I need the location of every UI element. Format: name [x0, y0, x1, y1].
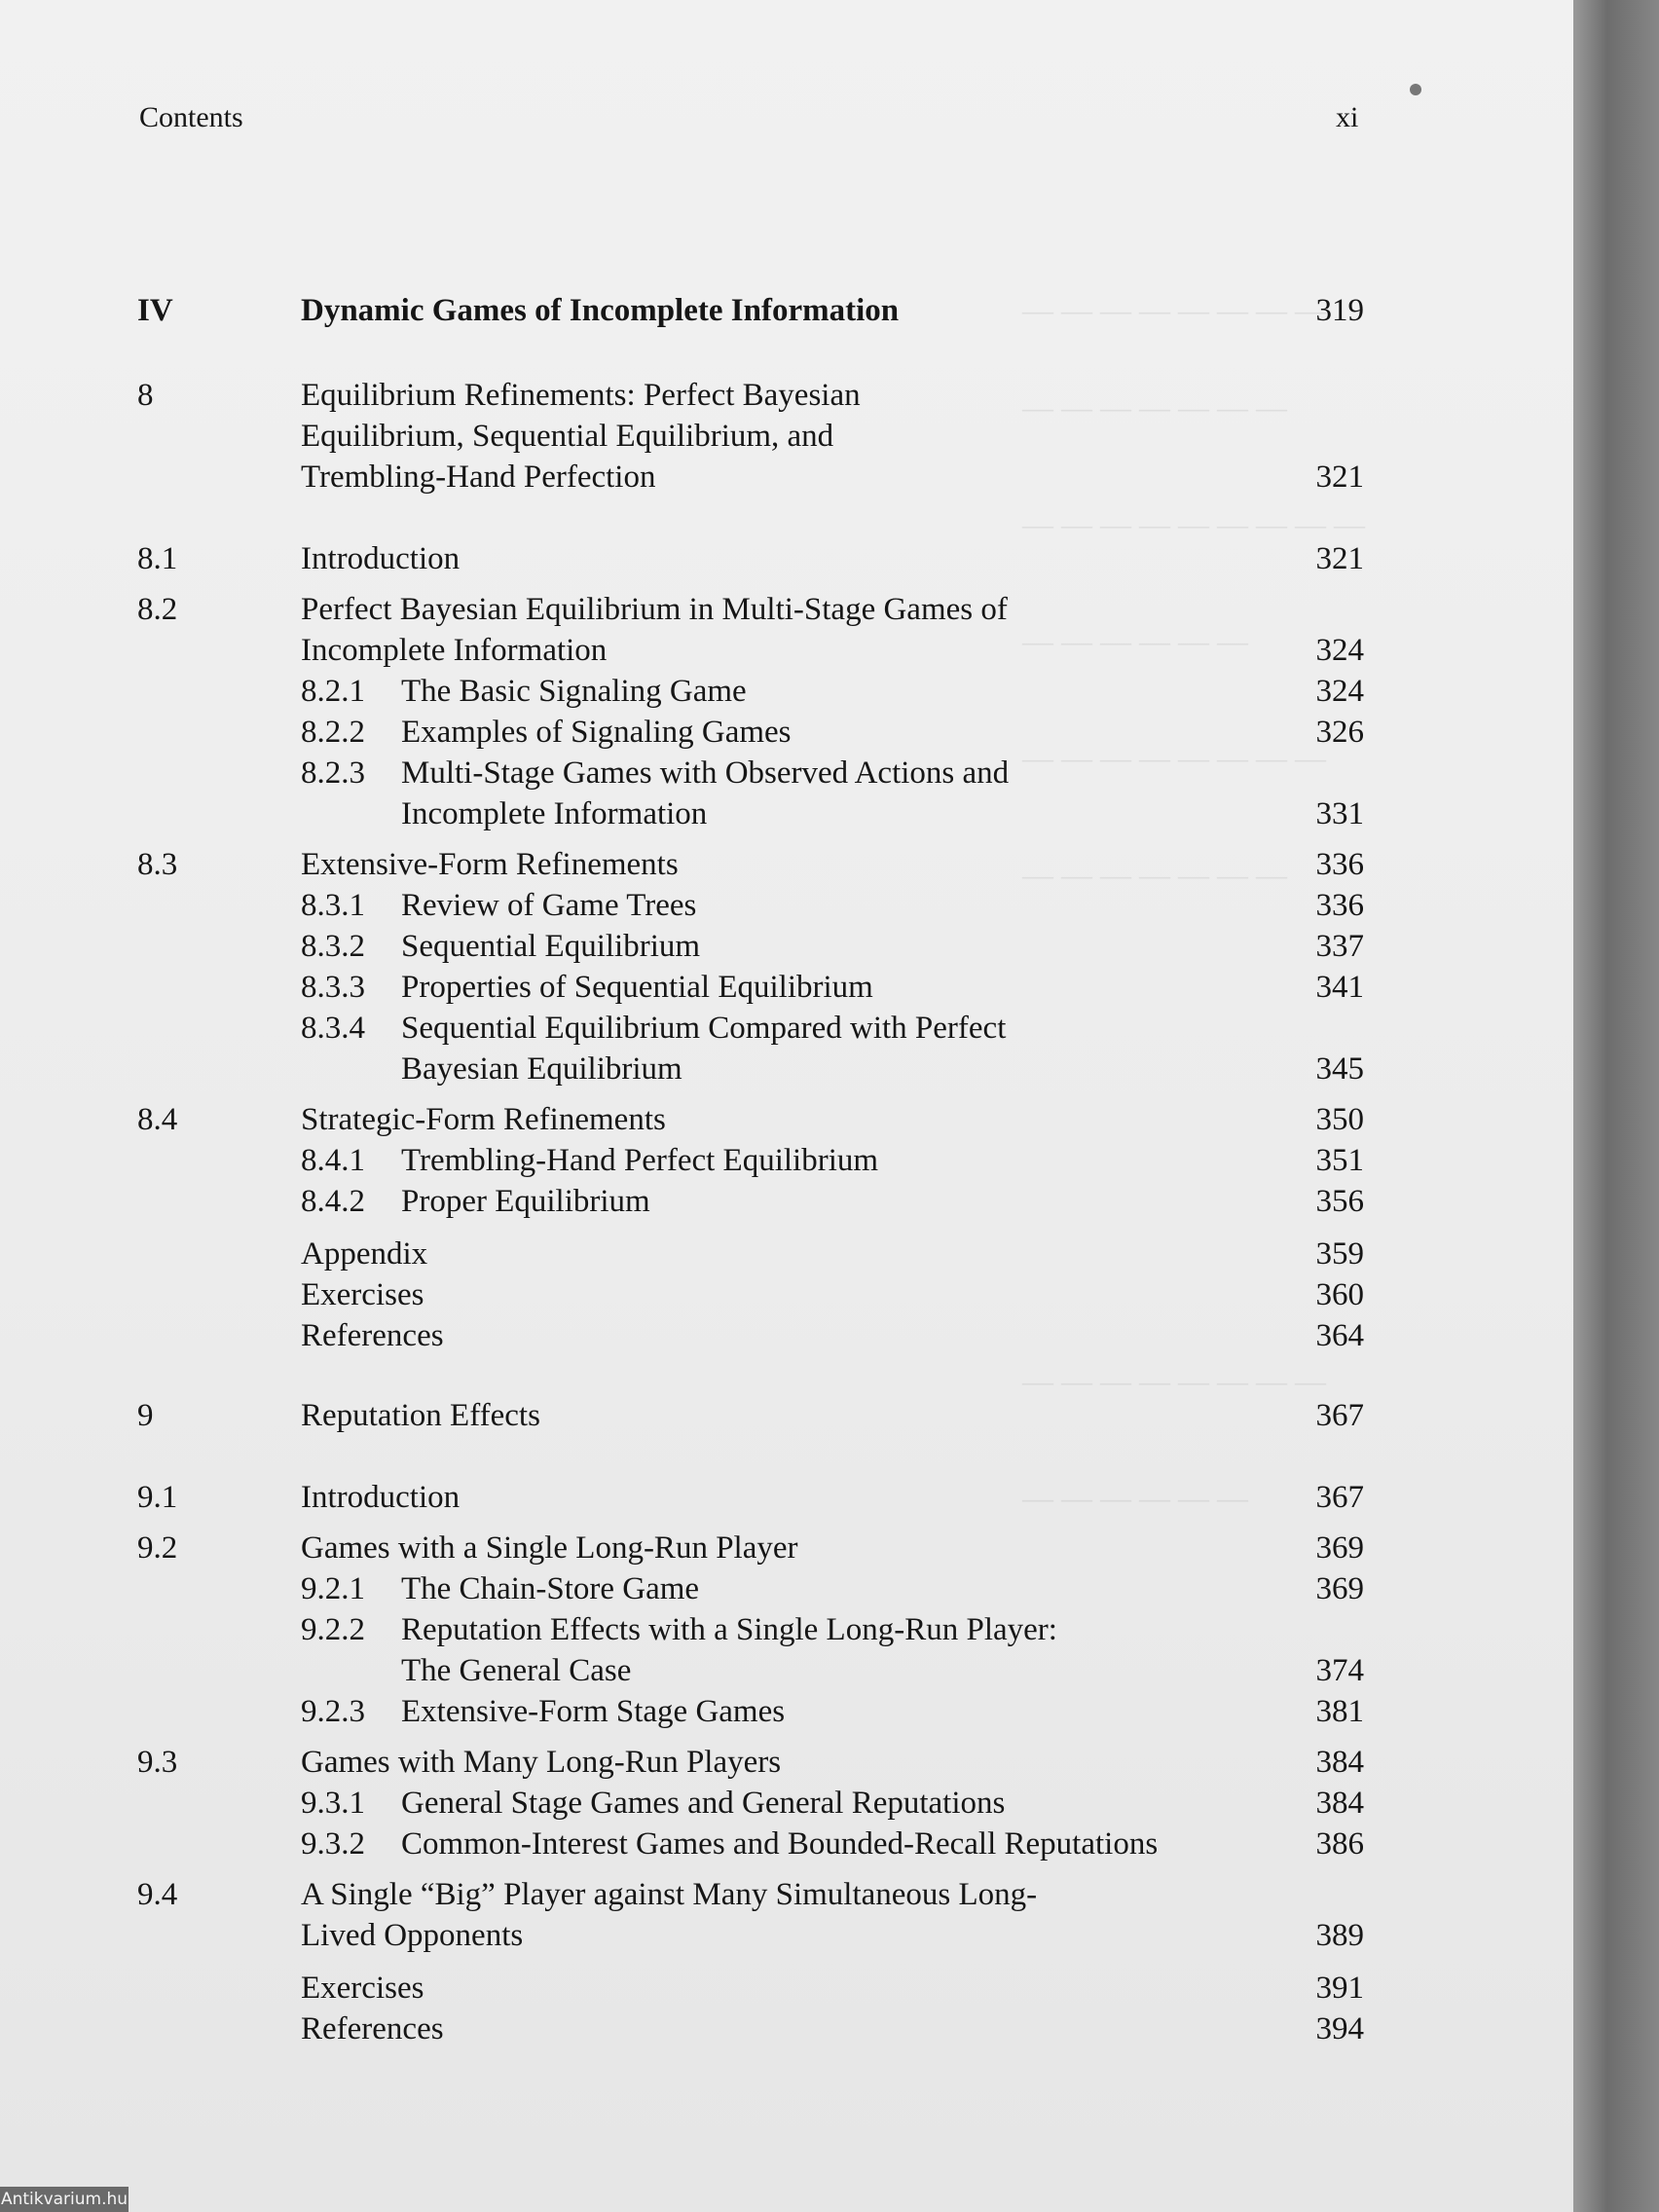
chapter-heading-page: 321: [1315, 460, 1364, 495]
subsection-entry-number: 9.2.1: [301, 1571, 365, 1606]
subsection-entry-page: 345: [1315, 1051, 1364, 1087]
subsection-entry-title: [301, 967, 873, 1008]
section-entry-number: 9.4: [137, 1877, 178, 1912]
subsection-entry-title-line: [301, 1181, 650, 1222]
page: — — — — — — — — — — — — — — — — — — — — — — — — — — — — — — — — — — — — — — — — — — — — — — — — — — — — — — — — — — — Contents xi IV Dynamic Games of Incomplete Information 319 8 Equilibrium Refinements: Perfect Bayesian Equilibrium, Sequential Equilibrium, and Trembling-Hand Perfection 321 8.1 Introduction 321 8.2 Perfect Bayesian Equilibrium in Multi-Stage Games of Incomplete Information 324 8.2.1 The Basic Signaling Game 324 8.2.2 Examples of Signaling Games 326 8.2.3 Multi-Stage Games with Observed Actions and Incomplete Information 331 8.3 Extensive-Form Refinements 336 8.3.1 Review of Game Trees 336 8.3.2 Sequential Equilibrium 337 8.3.3 Properties of Sequential Equilibrium 341 8.3.4 Sequential Equilibrium Compared with Perfect Bayesian Equilibrium 345 8.4 Strategic-Form Refinements 350 8.4.1 Trembling-Hand Perfect Equilibrium 351 8.4.2 Proper Equilibrium 356 Appendix 359 Exercises 360 References 364 9 Reputation Effects 367 9.1 Introduction 367 9.2 Games with a Single Long-Run Player 369 9.2.1 The Chain-Store Game 369 9.2.2 Reputation Effects with a Single Long-Run Player: The General Case 374 9.2.3 Extensive-Form Stage Games 381 9.3 Games with Many Long-Run Players 384 9.3.1 General Stage Games and General Reputations 384 9.3.2 Common-Interest Games and Bounded-Recall Reputations 386 9.4 A Single “Big” Player against Many Simultaneous Long- Lived Opponents 389 Exercises 391 References 394 Antikvarium.hu: [0, 0, 1573, 2212]
subsection-entry-number: 8.4.2: [301, 1184, 365, 1219]
subsection-entry-text: Sequential Equilibrium Compared with Perfect: [401, 1011, 1007, 1046]
subsection-entry-page: 341: [1315, 970, 1364, 1005]
backmatter-entry-title-line: Exercises: [301, 1971, 424, 2006]
subsection-entry-number: 8.2.1: [301, 674, 365, 709]
subsection-entry-title-line: [301, 885, 696, 926]
subsection-entry-text: Examples of Signaling Games: [401, 715, 792, 750]
subsection-entry-page: 381: [1315, 1694, 1364, 1729]
section-entry-title: [301, 1528, 798, 1568]
subsection-entry-title-line: [301, 1824, 1158, 1864]
subsection-entry-number: 8.3.4: [301, 1011, 365, 1046]
section-entry-page: 336: [1315, 847, 1364, 882]
subsection-entry-title-line: [301, 1008, 1006, 1049]
part-heading-number: IV: [137, 293, 173, 328]
subsection-entry-text: Trembling-Hand Perfect Equilibrium: [401, 1143, 879, 1178]
section-entry-title: [301, 1477, 460, 1518]
section-entry-title-line: Lived Opponents: [301, 1918, 524, 1953]
subsection-entry-title: [301, 885, 696, 926]
subsection-entry-title: [301, 1691, 785, 1732]
backmatter-entry-title: [301, 2009, 444, 2049]
chapter-heading-title-line: Equilibrium Refinements: Perfect Bayesian: [301, 378, 861, 413]
subsection-entry-number: 8.4.1: [301, 1143, 365, 1178]
subsection-entry-title: [301, 753, 1009, 834]
subsection-entry-number: 9.3.2: [301, 1826, 365, 1862]
section-entry-page: 389: [1315, 1918, 1364, 1953]
subsection-entry-text: The Chain-Store Game: [401, 1571, 700, 1606]
subsection-entry-number: 9.2.3: [301, 1694, 365, 1729]
subsection-entry-number: 8.2.3: [301, 756, 365, 791]
chapter-heading-title-line: Equilibrium, Sequential Equilibrium, and: [301, 419, 834, 454]
subsection-entry-title-line: [301, 926, 700, 967]
backmatter-entry-page: 394: [1315, 2011, 1364, 2046]
subsection-entry-page: 369: [1315, 1571, 1364, 1606]
subsection-entry-text: Reputation Effects with a Single Long-Run Player:: [401, 1612, 1057, 1647]
section-entry-title-line: Games with a Single Long-Run Player: [301, 1530, 798, 1566]
section-entry-title-line: Extensive-Form Refinements: [301, 847, 679, 882]
chapter-heading-title: [301, 375, 861, 498]
backmatter-entry-page: 360: [1315, 1277, 1364, 1312]
subsection-entry-title: [301, 926, 700, 967]
subsection-entry-page: 337: [1315, 929, 1364, 964]
subsection-entry-page: 351: [1315, 1143, 1364, 1178]
subsection-entry-title-line: [301, 1140, 878, 1181]
page-number: xi: [1336, 101, 1359, 133]
subsection-entry-text: Proper Equilibrium: [401, 1184, 650, 1219]
book-edge: [1573, 0, 1659, 2212]
chapter-heading-number: 8: [137, 378, 154, 413]
subsection-entry-number: 8.3.2: [301, 929, 365, 964]
section-entry-title-line: Introduction: [301, 1480, 461, 1515]
part-heading-title: [301, 290, 899, 331]
subsection-entry-text: Extensive-Form Stage Games: [401, 1694, 786, 1729]
section-entry-title: [301, 538, 460, 579]
subsection-entry-title-line: [301, 1691, 785, 1732]
section-entry-number: 9.1: [137, 1480, 178, 1515]
subsection-entry-title-line: Incomplete Information: [401, 796, 708, 831]
section-entry-page: 369: [1315, 1530, 1364, 1566]
subsection-entry-page: 336: [1315, 888, 1364, 923]
part-heading-title-line: Dynamic Games of Incomplete Information: [301, 293, 900, 328]
section-entry-title-line: Strategic-Form Refinements: [301, 1102, 666, 1137]
subsection-entry-title-line: [301, 967, 873, 1008]
subsection-entry-title: [301, 1783, 1005, 1824]
subsection-entry-number: 8.3.1: [301, 888, 365, 923]
subsection-entry-page: 386: [1315, 1826, 1364, 1862]
section-entry-title: [301, 589, 1008, 671]
paper-speck: [1410, 84, 1421, 95]
subsection-entry-title-line: [301, 753, 1009, 793]
backmatter-entry-title: [301, 1315, 444, 1356]
subsection-entry-title: [301, 712, 792, 753]
subsection-entry-title-line: Bayesian Equilibrium: [401, 1051, 682, 1087]
subsection-entry-number: 8.2.2: [301, 715, 365, 750]
subsection-entry-text: Common-Interest Games and Bounded-Recall Reputations: [401, 1826, 1159, 1862]
subsection-entry-text: Properties of Sequential Equilibrium: [401, 970, 873, 1005]
subsection-entry-title: [301, 1181, 650, 1222]
watermark: Antikvarium.hu: [0, 2187, 129, 2212]
subsection-entry-page: 331: [1315, 796, 1364, 831]
section-entry-number: 8.3: [137, 847, 178, 882]
chapter-heading-title-line: Reputation Effects: [301, 1398, 540, 1433]
section-entry-title: [301, 1874, 1037, 1956]
subsection-entry-title-line: [301, 1568, 699, 1609]
section-entry-number: 9.2: [137, 1530, 178, 1566]
running-head-title: Contents: [139, 101, 243, 133]
subsection-entry-title: [301, 1568, 699, 1609]
backmatter-entry-title: [301, 1234, 427, 1274]
backmatter-entry-page: 364: [1315, 1318, 1364, 1353]
subsection-entry-page: 374: [1315, 1653, 1364, 1688]
subsection-entry-title: [301, 1824, 1158, 1864]
subsection-entry-title: [301, 1609, 1057, 1691]
section-entry-page: 367: [1315, 1480, 1364, 1515]
chapter-heading-page: 367: [1315, 1398, 1364, 1433]
section-entry-title-line: Incomplete Information: [301, 633, 608, 668]
subsection-entry-page: 326: [1315, 715, 1364, 750]
section-entry-number: 8.2: [137, 592, 178, 627]
section-entry-number: 8.1: [137, 541, 178, 576]
chapter-heading-number: 9: [137, 1398, 154, 1433]
subsection-entry-title-line: [301, 712, 792, 753]
backmatter-entry-page: 359: [1315, 1236, 1364, 1272]
subsection-entry-page: 384: [1315, 1786, 1364, 1821]
chapter-heading-title-line: Trembling-Hand Perfection: [301, 460, 656, 495]
subsection-entry-title-line: The General Case: [401, 1653, 632, 1688]
subsection-entry-text: Sequential Equilibrium: [401, 929, 701, 964]
section-entry-page: 350: [1315, 1102, 1364, 1137]
subsection-entry-title-line: [301, 1783, 1005, 1824]
subsection-entry-page: 356: [1315, 1184, 1364, 1219]
subsection-entry-text: Review of Game Trees: [401, 888, 697, 923]
backmatter-entry-title-line: References: [301, 1318, 444, 1353]
backmatter-entry-title-line: References: [301, 2011, 444, 2046]
subsection-entry-text: General Stage Games and General Reputations: [401, 1786, 1006, 1821]
subsection-entry-title-line: [301, 1609, 1057, 1650]
subsection-entry-text: Multi-Stage Games with Observed Actions and: [401, 756, 1010, 791]
subsection-entry-title: [301, 671, 747, 712]
backmatter-entry-title: [301, 1274, 424, 1315]
part-heading-page: 319: [1315, 293, 1364, 328]
section-entry-title-line: Games with Many Long-Run Players: [301, 1745, 782, 1780]
subsection-entry-page: 324: [1315, 674, 1364, 709]
subsection-entry-title: [301, 1008, 1006, 1089]
backmatter-entry-title-line: Appendix: [301, 1236, 428, 1272]
backmatter-entry-title: [301, 1968, 424, 2009]
section-entry-title-line: Introduction: [301, 541, 461, 576]
section-entry-title: [301, 844, 679, 885]
subsection-entry-title: [301, 1140, 878, 1181]
section-entry-page: 321: [1315, 541, 1364, 576]
backmatter-entry-page: 391: [1315, 1971, 1364, 2006]
section-entry-title: [301, 1099, 666, 1140]
subsection-entry-title-line: [301, 671, 747, 712]
section-entry-title-line: A Single “Big” Player against Many Simultaneous Long-: [301, 1877, 1038, 1912]
section-entry-page: 384: [1315, 1745, 1364, 1780]
section-entry-number: 8.4: [137, 1102, 178, 1137]
section-entry-number: 9.3: [137, 1745, 178, 1780]
backmatter-entry-title-line: Exercises: [301, 1277, 424, 1312]
subsection-entry-number: 8.3.3: [301, 970, 365, 1005]
section-entry-title-line: Perfect Bayesian Equilibrium in Multi-Stage Games of: [301, 592, 1008, 627]
subsection-entry-number: 9.3.1: [301, 1786, 365, 1821]
section-entry-page: 324: [1315, 633, 1364, 668]
section-entry-title: [301, 1742, 781, 1783]
subsection-entry-number: 9.2.2: [301, 1612, 365, 1647]
chapter-heading-title: [301, 1395, 540, 1436]
subsection-entry-text: The Basic Signaling Game: [401, 674, 747, 709]
